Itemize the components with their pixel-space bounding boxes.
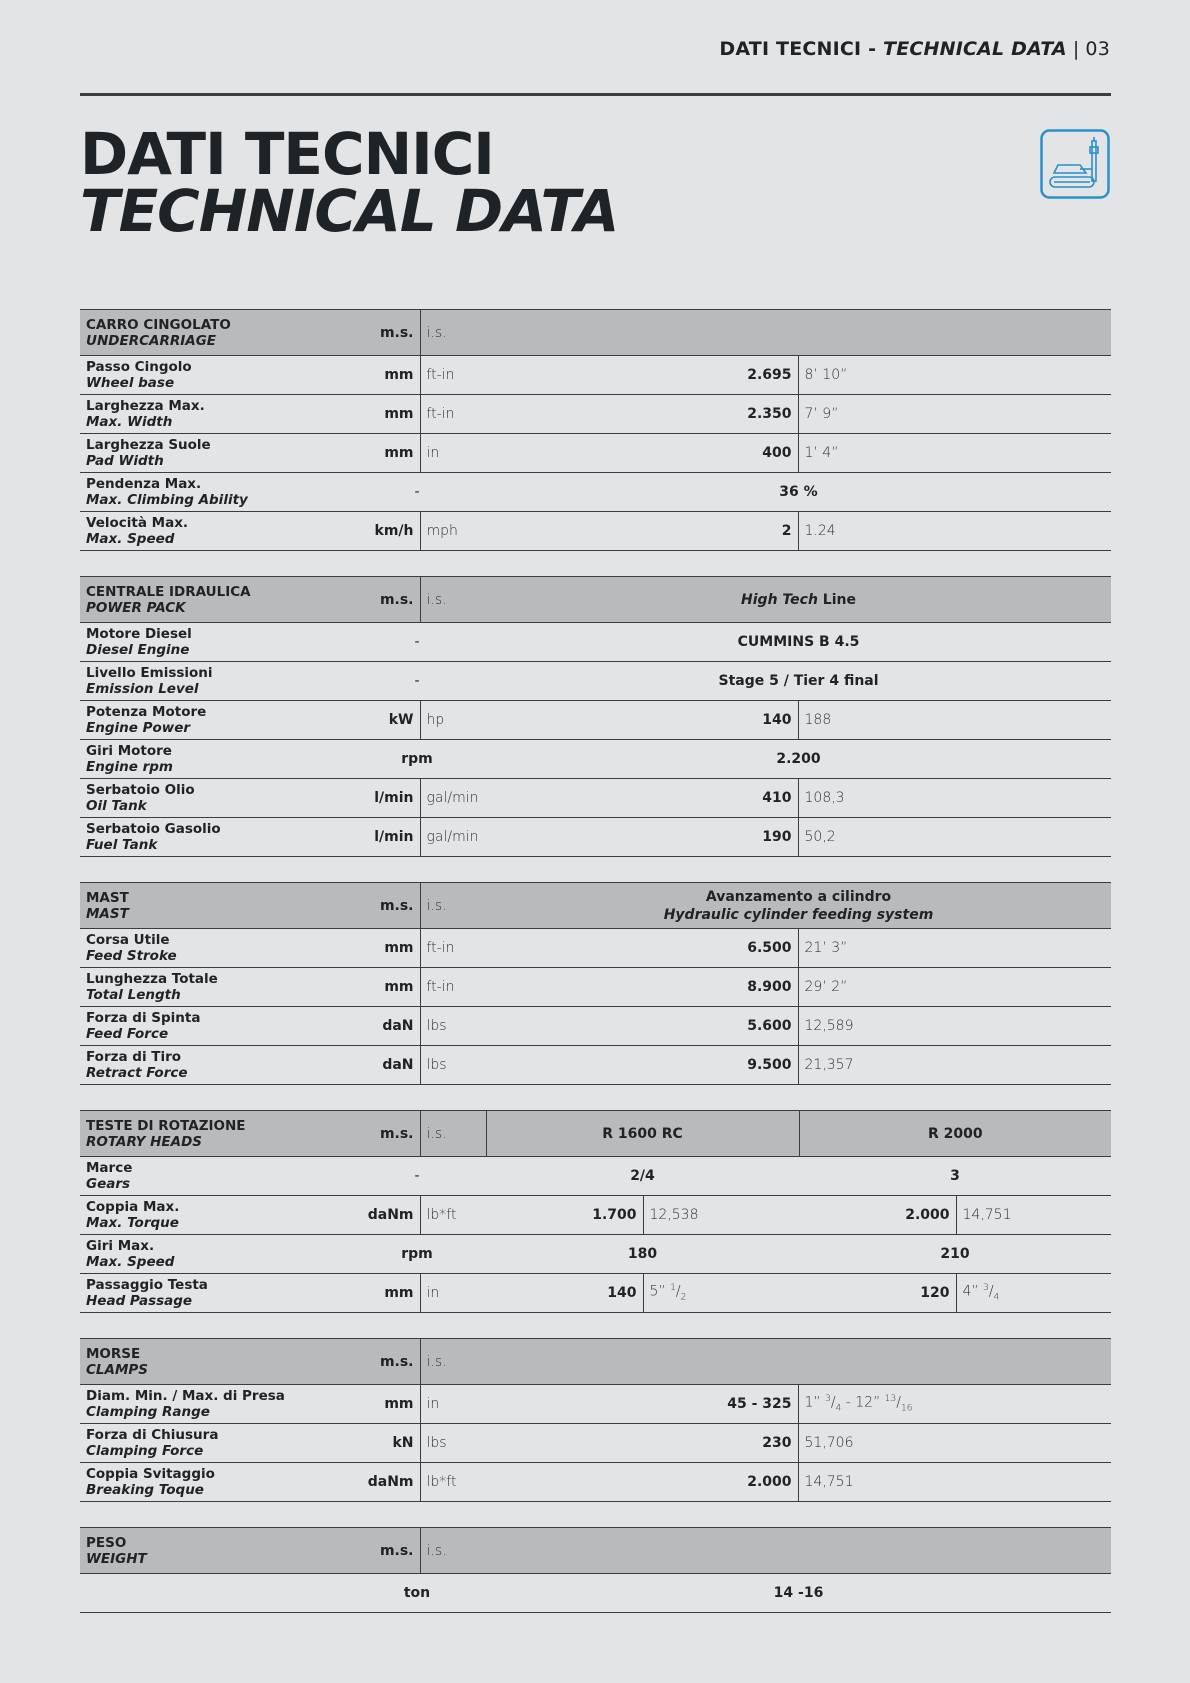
page-header: DATI TECNICI - TECHNICAL DATA | 03 xyxy=(719,38,1110,60)
model-r1600rc: R 1600 RC xyxy=(486,1111,799,1157)
section-header: TESTE DI ROTAZIONE ROTARY HEADS m.s. i.s. R 1600 RC R 2000 xyxy=(80,1111,1111,1157)
table-row: Giri Max. Max. Speed rpm 180 210 xyxy=(80,1235,1111,1274)
header-divider xyxy=(80,93,1111,96)
section-header: PESO WEIGHT m.s. i.s. xyxy=(80,1528,1111,1574)
table-row: Serbatoio Olio Oil Tank l/min gal/min 410 108,3 xyxy=(80,779,1111,818)
page-title xyxy=(80,120,619,245)
table-row: Diam. Min. / Max. di Presa Clamping Range mm in 45 - 325 1” $^3/_4 - 12$” $^{13}/_{16}$ xyxy=(80,1385,1111,1424)
power-pack-table xyxy=(80,576,1111,857)
title-line-en: TECHNICAL DATA xyxy=(80,177,619,245)
section-header: CARRO CINGOLATO UNDERCARRIAGE m.s. i.s. xyxy=(80,310,1111,356)
header-title-it: DATI TECNICI - xyxy=(719,38,884,60)
table-row: Lunghezza Totale Total Length mm ft-in 8.900 29’ 2” xyxy=(80,968,1111,1007)
clamps-table xyxy=(80,1338,1111,1502)
table-row: Forza di Spinta Feed Force daN lbs 5.600 12,589 xyxy=(80,1007,1111,1046)
rotary-heads-table xyxy=(80,1110,1111,1313)
section-header: MORSE CLAMPS m.s. i.s. xyxy=(80,1339,1111,1385)
drilling-rig-icon xyxy=(1040,129,1110,199)
table-row: Forza di Tiro Retract Force daN lbs 9.500 21,357 xyxy=(80,1046,1111,1085)
table-row: Forza di Chiusura Clamping Force kN lbs 230 51,706 xyxy=(80,1424,1111,1463)
table-row: Velocità Max. Max. Speed km/h mph 2 1.24 xyxy=(80,512,1111,551)
table-row: Marce Gears - 2/4 3 xyxy=(80,1157,1111,1196)
table-row: Motore Diesel Diesel Engine - CUMMINS B 4.5 xyxy=(80,623,1111,662)
mast-table xyxy=(80,882,1111,1085)
header-title-en: TECHNICAL DATA xyxy=(883,38,1067,60)
table-row: Larghezza Max. Max. Width mm ft-in 2.350 7’ 9” xyxy=(80,395,1111,434)
table-row: Livello Emissioni Emission Level - Stage 5 / Tier 4 final xyxy=(80,662,1111,701)
page-number: 03 xyxy=(1085,38,1110,60)
section-header: MAST MAST m.s. i.s. Avanzamento a cilindro Hydraulic cylinder feeding system xyxy=(80,883,1111,929)
title-line-it: DATI TECNICI xyxy=(80,120,494,188)
model-r2000: R 2000 xyxy=(799,1111,1111,1157)
table-row: Passaggio Testa Head Passage mm in 140 5” $^1/_2$ 120 4” $^3/_4$ xyxy=(80,1274,1111,1313)
table-row: Pendenza Max. Max. Climbing Ability - 36 % xyxy=(80,473,1111,512)
table-row: Passo Cingolo Wheel base mm ft-in 2.695 8’ 10” xyxy=(80,356,1111,395)
table-row: Coppia Svitaggio Breaking Toque daNm lb*ft 2.000 14,751 xyxy=(80,1463,1111,1502)
table-row: Giri Motore Engine rpm rpm 2.200 xyxy=(80,740,1111,779)
weight-table xyxy=(80,1527,1111,1613)
table-row: Potenza Motore Engine Power kW hp 140 188 xyxy=(80,701,1111,740)
table-row: Corsa Utile Feed Stroke mm ft-in 6.500 21’ 3” xyxy=(80,929,1111,968)
spec-tables xyxy=(80,309,1111,1638)
undercarriage-table xyxy=(80,309,1111,551)
table-row: ton 14 -16 xyxy=(80,1574,1111,1613)
table-row: Coppia Max. Max. Torque daNm lb*ft 1.700 12,538 2.000 14,751 xyxy=(80,1196,1111,1235)
table-row: Larghezza Suole Pad Width mm in 400 1’ 4” xyxy=(80,434,1111,473)
table-row: Serbatoio Gasolio Fuel Tank l/min gal/min 190 50,2 xyxy=(80,818,1111,857)
section-header: CENTRALE IDRAULICA POWER PACK m.s. i.s. High Tech Line xyxy=(80,577,1111,623)
